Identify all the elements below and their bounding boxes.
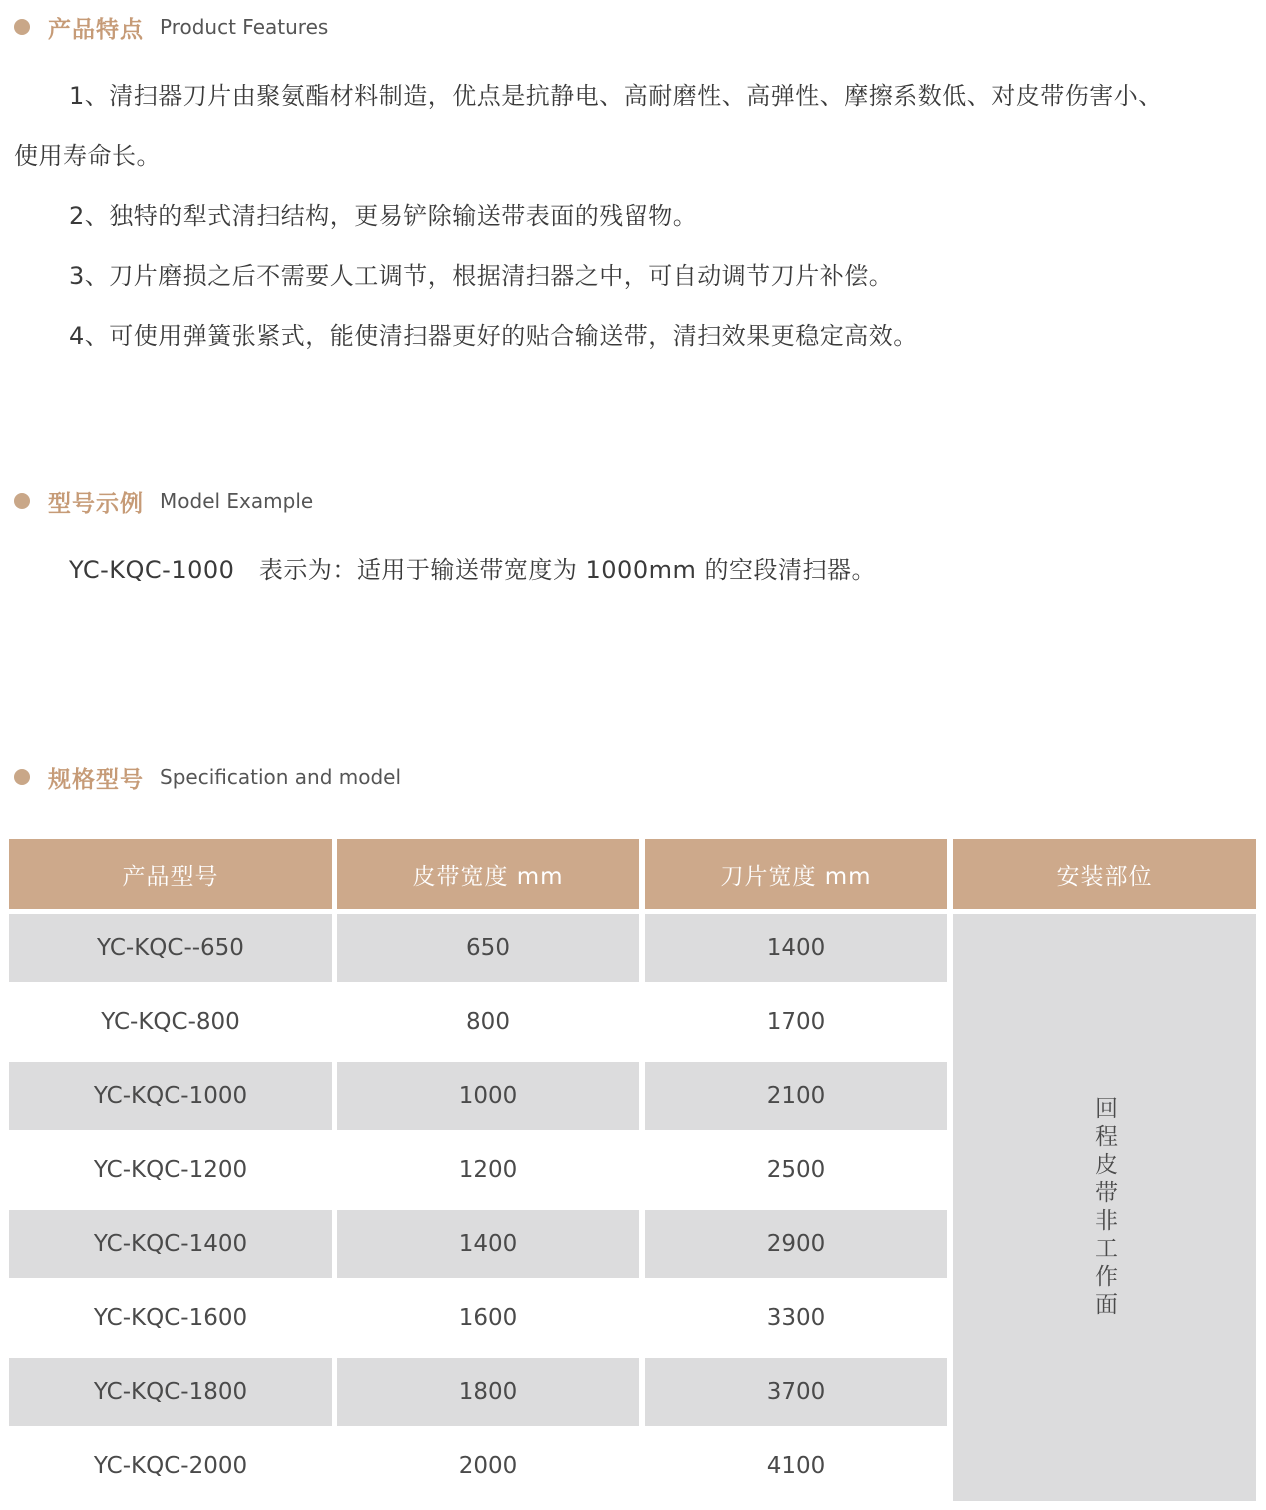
table-cell-belt-width: 1800 [337, 1358, 639, 1426]
table-cell-blade-width: 4100 [766, 1453, 826, 1479]
table-cell-model: YC-KQC-1400 [9, 1210, 332, 1278]
model-example-text: YC-KQC-1000 表示为：适用于输送带宽度为 1000mm 的空段清扫器。 [69, 556, 876, 584]
table-cell-belt-width: 1200 [458, 1157, 518, 1183]
features-section-header [14, 12, 328, 42]
feature-item-3: 3、刀片磨损之后不需要人工调节，根据清扫器之中，可自动调节刀片补偿。 [69, 262, 894, 290]
features-title-cn: 产品特点 [48, 16, 144, 43]
install-position-text: 回程皮带非工作面 [1091, 1095, 1117, 1320]
table-cell-blade-width: 1400 [645, 914, 947, 982]
table-cell-blade-width: 3300 [766, 1305, 826, 1331]
table-cell-belt-width: 1400 [337, 1210, 639, 1278]
table-cell-blade-width: 1700 [766, 1009, 826, 1035]
model-example-section-header [14, 486, 313, 516]
model-example-title-cn: 型号示例 [48, 490, 144, 517]
table-cell-model: YC-KQC-1200 [93, 1157, 248, 1183]
header-model: 产品型号 [9, 839, 332, 909]
model-example-title-en: Model Example [160, 489, 314, 513]
table-cell-blade-width: 2900 [645, 1210, 947, 1278]
header-belt-width: 皮带宽度 mm [337, 839, 639, 909]
table-cell-model: YC-KQC-2000 [93, 1453, 248, 1479]
spec-title-cn: 规格型号 [48, 766, 144, 793]
table-cell-belt-width: 1000 [337, 1062, 639, 1130]
table-cell-model: YC-KQC-1000 [9, 1062, 332, 1130]
bullet-icon [14, 769, 30, 785]
features-title-en: Product Features [160, 15, 329, 39]
spec-section-header [14, 762, 401, 792]
table-cell-belt-width: 1600 [458, 1305, 518, 1331]
table-cell-blade-width: 2100 [645, 1062, 947, 1130]
feature-item-1: 1、清扫器刀片由聚氨酯材料制造，优点是抗静电、高耐磨性、高弹性、摩擦系数低、对皮带伤害小、 [69, 82, 1163, 110]
feature-item-2: 2、独特的犁式清扫结构，更易铲除输送带表面的残留物。 [69, 202, 698, 230]
install-position-cell [953, 914, 1256, 1501]
spec-title-en: Specification and model [160, 765, 402, 789]
feature-item-1-cont: 使用寿命长。 [14, 142, 161, 170]
table-cell-model: YC-KQC-1600 [93, 1305, 248, 1331]
feature-item-4: 4、可使用弹簧张紧式，能使清扫器更好的贴合输送带，清扫效果更稳定高效。 [69, 322, 918, 350]
table-cell-model: YC-KQC-800 [101, 1009, 240, 1035]
header-blade-width: 刀片宽度 mm [645, 839, 947, 909]
spec-table [9, 839, 1256, 1501]
table-cell-belt-width: 2000 [458, 1453, 518, 1479]
table-cell-belt-width: 650 [337, 914, 639, 982]
header-install-position: 安装部位 [953, 839, 1256, 909]
table-cell-model: YC-KQC-1800 [9, 1358, 332, 1426]
bullet-icon [14, 493, 30, 509]
table-cell-model: YC-KQC--650 [9, 914, 332, 982]
table-cell-blade-width: 2500 [766, 1157, 826, 1183]
table-cell-blade-width: 3700 [645, 1358, 947, 1426]
bullet-icon [14, 19, 30, 35]
table-cell-belt-width: 800 [466, 1009, 510, 1035]
